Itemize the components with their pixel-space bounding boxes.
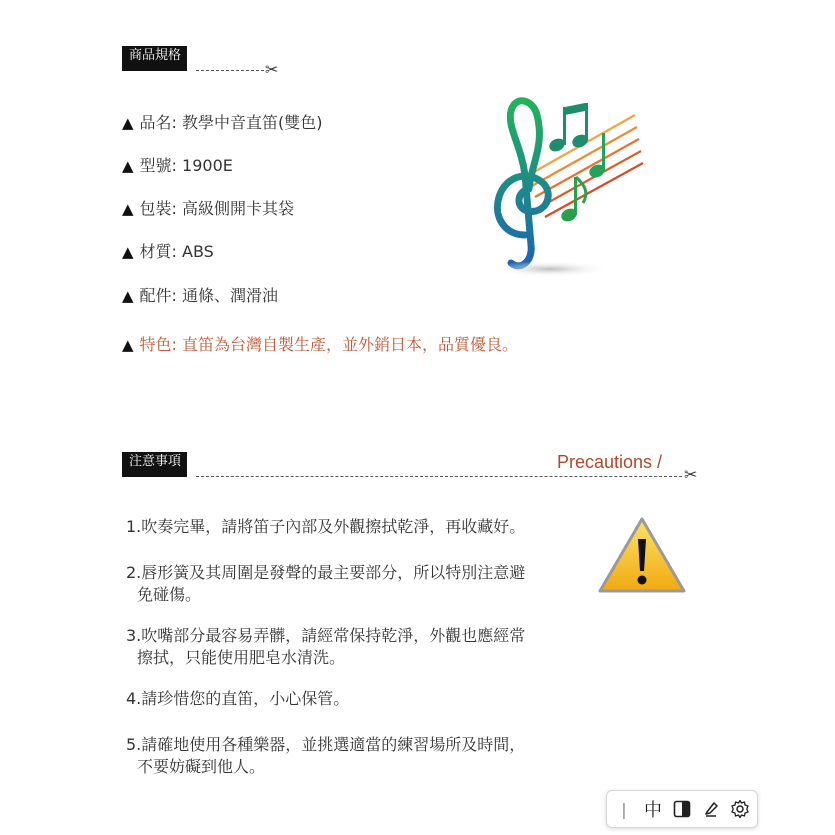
spec-item-accessories: [122, 286, 278, 306]
ime-toolbar: [606, 790, 758, 828]
spec-item-label: 型號: 1900E: [139, 156, 233, 175]
bullet-triangle: ▲: [122, 114, 134, 132]
precautions-title-en: Precautions /: [557, 452, 663, 472]
note-line: 4.請珍惜您的直笛，小心保管。: [126, 689, 350, 708]
bullet-triangle: ▲: [122, 336, 134, 354]
note-line-cont: 不要妨礙到他人。: [137, 757, 266, 776]
note-line-cont: 免碰傷。: [137, 585, 202, 604]
spec-item-label: 配件: 通條、潤滑油: [139, 286, 279, 305]
settings-gear-icon[interactable]: [728, 795, 752, 823]
note-line: 2.唇形簧及其周圍是發聲的最主要部分，所以特別注意避: [126, 563, 526, 582]
specs-section-tag: 商品規格: [122, 46, 187, 71]
specs-dash-line: [196, 70, 264, 71]
warning-triangle-icon: [596, 515, 688, 595]
precautions-dash-line: [196, 476, 682, 477]
ime-mode-toggle-button[interactable]: 中: [644, 800, 662, 821]
note-line: 5.請確地使用各種樂器，並挑選適當的練習場所及時間，: [126, 735, 526, 754]
spec-item-label: 特色: 直笛為台灣自製生產，並外銷日本，品質優良。: [139, 335, 519, 354]
note-line-cont: 擦拭，只能使用肥皂水清洗。: [137, 648, 346, 667]
bullet-triangle: ▲: [122, 287, 134, 305]
ime-drag-handle[interactable]: |: [621, 799, 627, 819]
spec-item-model: [122, 156, 233, 176]
note-item-5: [126, 734, 576, 778]
note-item-2: [126, 562, 576, 606]
spec-item-label: 包裝: 高級側開卡其袋: [139, 199, 295, 218]
scissors-icon: ✂: [684, 465, 698, 484]
music-notes-illustration: [485, 85, 645, 280]
spec-item-label: 品名: 教學中音直笛(雙色): [139, 113, 323, 132]
note-line: 1.吹奏完畢，請將笛子內部及外觀擦拭乾淨，再收藏好。: [126, 517, 526, 536]
spec-item-name: [122, 113, 323, 133]
handwriting-icon[interactable]: [699, 795, 723, 823]
spec-item-feature: [122, 335, 518, 355]
note-line: 3.吹嘴部分最容易弄髒，請經常保持乾淨，外觀也應經常: [126, 626, 526, 645]
bullet-triangle: ▲: [122, 200, 134, 218]
scissors-icon: ✂: [265, 60, 279, 79]
note-item-1: [126, 516, 576, 538]
precautions-section-tag: 注意事項: [122, 452, 187, 477]
bullet-triangle: ▲: [122, 157, 134, 175]
spec-item-material: [122, 242, 214, 262]
spec-item-label: 材質: ABS: [139, 242, 214, 261]
spec-item-package: [122, 199, 294, 219]
note-item-4: [126, 688, 576, 710]
note-item-3: [126, 625, 576, 669]
half-width-icon[interactable]: [670, 795, 694, 823]
bullet-triangle: ▲: [122, 243, 134, 261]
